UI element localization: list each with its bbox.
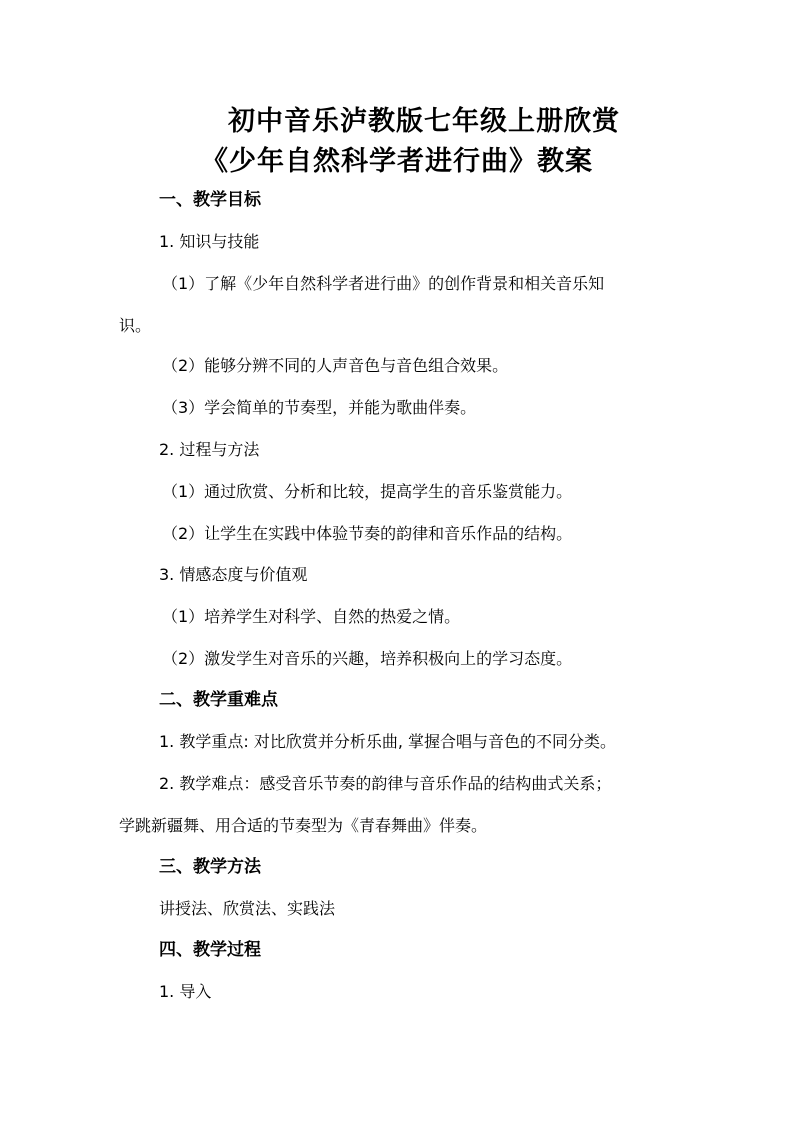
- subsection-process-methods: 2. 过程与方法: [159, 440, 260, 459]
- list-item-continuation: 识。: [119, 316, 152, 335]
- section-heading-process: 四、教学过程: [159, 940, 261, 960]
- document-title-line1: 初中音乐泸教版七年级上册欣赏: [228, 106, 620, 137]
- list-item: （2）让学生在实践中体验节奏的韵律和音乐作品的结构。: [162, 524, 573, 543]
- section-heading-objectives: 一、教学目标: [159, 190, 261, 210]
- list-item: （1）了解《少年自然科学者进行曲》的创作背景和相关音乐知: [162, 274, 605, 293]
- section-heading-key-points: 二、教学重难点: [159, 690, 278, 710]
- list-item-continuation: 学跳新疆舞、用合适的节奏型为《青春舞曲》伴奏。: [119, 816, 488, 835]
- list-item: 1. 教学重点: 对比欣赏并分析乐曲, 掌握合唱与音色的不同分类。: [159, 732, 617, 751]
- methods-text: 讲授法、欣赏法、实践法: [159, 899, 336, 918]
- section-heading-methods: 三、教学方法: [159, 857, 261, 877]
- subsection-introduction: 1. 导入: [159, 982, 212, 1001]
- list-item: （2）激发学生对音乐的兴趣，培养积极向上的学习态度。: [162, 649, 573, 668]
- list-item: （1）通过欣赏、分析和比较，提高学生的音乐鉴赏能力。: [162, 482, 573, 501]
- document-title-line2: 《少年自然科学者进行曲》教案: [201, 146, 593, 177]
- subsection-attitudes-values: 3. 情感态度与价值观: [159, 565, 308, 584]
- subsection-knowledge-skills: 1. 知识与技能: [159, 232, 260, 251]
- list-item: （1）培养学生对科学、自然的热爱之情。: [162, 607, 461, 626]
- list-item: （3）学会简单的节奏型，并能为歌曲伴奏。: [162, 398, 477, 417]
- list-item: （2）能够分辨不同的人声音色与音色组合效果。: [162, 356, 509, 375]
- list-item: 2. 教学难点：感受音乐节奏的韵律与音乐作品的结构曲式关系；: [159, 774, 612, 793]
